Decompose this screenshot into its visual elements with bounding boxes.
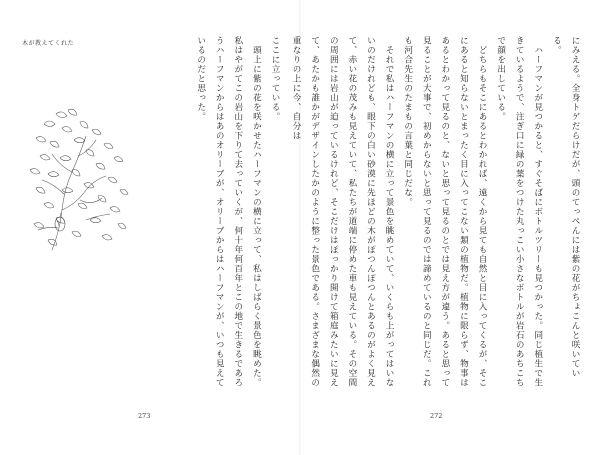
page-number-right: 272 — [430, 412, 443, 420]
right-page — [291, 0, 600, 455]
left-page-body-text: ここに立っている。 頭上に紫の花を咲かせたハーフマンの横に立って、私はしばらく景色を眺めた。私はやがてこの岩山を下りて去っていくが、何十年何百年とこの地で生きるであろうハーフマンからはあのオリーブが、オリーブからはハーフマンが、いつも見えているのだと思った。 — [195, 36, 280, 388]
running-head: 木が教えてくれた — [22, 40, 75, 47]
olive-tree-sketch-illustration — [22, 100, 140, 270]
page-number-left: 273 — [138, 412, 151, 420]
right-page-body-text: にみえる。全身トゲだらけだが、頭のてっぺんには紫の花がちょこんと咲いている。 ハーフマンが見つかると、すぐそばにボトルツリーも見つかった。同じ植生で生きているようで、注ぎ口に緑の葉をつけた丸っこい小さなボトルが岩石のあちこちで顔を出している。 どちらもそこにあるとわかれば、遠くから見ても自然と目に入ってくるが、そこにあると知らないとまったく目に入ってこない類の植物だ。植物に限らず、物事はあるとわかって見るのと、ないと思って見るのとでは見え方が違う。あると思って見ることが大事で、初めからないと思って見るのでは諦めているのと同じだ。これも河合先生のたまもの言葉と同じだな。 それで私はハーフマンの横に立って景色を眺めていて、いくらも上がってはいないのだけれども、眼下の白い砂漠に先ほどの木がぽつんぽつんとあるのがよく見えて、赤い花の茂みも見えていて、私たちが道端に停めた車も見えている。その空間の周囲には岩山が迫っているけれど、そこだけはぽっかり開けて箱庭みたいに見えて、あたかも誰かがデザインしたかのように整った景色である。さまざまな偶然の重なりの上に今、自分は — [291, 36, 580, 388]
